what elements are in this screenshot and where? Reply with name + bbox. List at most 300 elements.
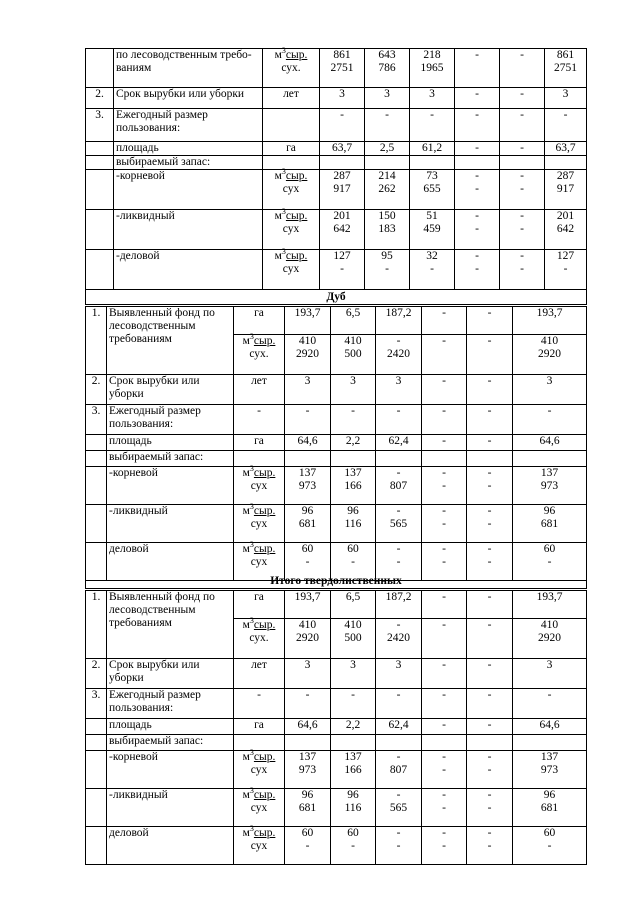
- table-value: -: [520, 263, 524, 275]
- value-cell: [455, 142, 500, 156]
- value-cell: -: [422, 435, 467, 451]
- table-value: 60: [543, 543, 556, 555]
- row-unit: лет: [234, 375, 285, 405]
- table-value: -: [520, 183, 524, 195]
- value-cell: 62,4: [376, 719, 422, 735]
- table-value: 410: [298, 335, 317, 347]
- row-unit: $м^3сыр$. сух: [234, 827, 285, 865]
- table-value: 127: [556, 250, 575, 262]
- value-cell: [410, 156, 455, 170]
- table-cell: [86, 719, 107, 735]
- table-value: -: [396, 789, 401, 801]
- table-value: -: [442, 480, 446, 492]
- table-value: 73: [426, 170, 438, 182]
- table-row: [86, 307, 587, 335]
- table-value: 137: [344, 751, 362, 763]
- table-value: 60: [347, 543, 359, 555]
- value-cell: [331, 619, 376, 659]
- value-cell: [455, 109, 500, 142]
- table-cell: [422, 735, 467, 751]
- table-value: 166: [344, 764, 362, 776]
- value-cell: [513, 751, 587, 789]
- table-value: -: [442, 505, 446, 517]
- table-value: 642: [556, 223, 575, 235]
- value-cell: 62,4: [376, 435, 422, 451]
- table-value: -: [396, 751, 401, 763]
- value-cell: -: [467, 689, 513, 719]
- table-value: -: [385, 263, 389, 275]
- table-value: -: [487, 467, 492, 479]
- row-unit: $м^3сыр$. сух.: [234, 619, 285, 659]
- table-value: -: [430, 263, 434, 275]
- row-unit: $м^3сыр$. сух.: [234, 335, 285, 375]
- value-cell: [410, 142, 455, 156]
- value-cell: -: [467, 591, 513, 619]
- table-value: 807: [389, 764, 408, 776]
- table-value: 2751: [554, 62, 577, 74]
- table-value: 95: [381, 250, 393, 262]
- table-row: [86, 751, 587, 789]
- table-row: [86, 505, 587, 543]
- table-value: -: [351, 840, 355, 852]
- value-cell: [422, 467, 467, 505]
- value-cell: -: [331, 405, 376, 435]
- table-value: -: [487, 480, 492, 492]
- table-cell: [513, 735, 587, 751]
- value-cell: -: [513, 689, 587, 719]
- table-value: 201: [333, 210, 351, 222]
- unit-m3: $м^3сыр$.: [242, 824, 276, 839]
- value-cell: [331, 467, 376, 505]
- table-row: [86, 109, 587, 142]
- table-value: 214: [378, 170, 396, 182]
- unit-m3: $м^3сыр$.: [242, 616, 276, 631]
- table-value: -: [520, 142, 524, 154]
- table-value: -: [385, 109, 389, 121]
- table-value: 32: [426, 250, 438, 262]
- table-value: 116: [344, 518, 362, 530]
- value-cell: [467, 335, 513, 375]
- value-cell: [513, 467, 587, 505]
- unit-m3: $м^3сыр$.: [242, 464, 276, 479]
- value-cell: -: [376, 689, 422, 719]
- table-value: -: [442, 827, 446, 839]
- table-cell: [234, 451, 285, 467]
- value-cell: [410, 88, 455, 109]
- table-value: 60: [543, 827, 556, 839]
- table-value: -: [475, 183, 479, 195]
- value-cell: 64,6: [513, 435, 587, 451]
- table-value: -: [475, 223, 479, 235]
- table-value: 96: [347, 789, 359, 801]
- row-label: площадь: [107, 719, 234, 735]
- table-value: -: [520, 250, 524, 262]
- table-row: [86, 142, 587, 156]
- value-cell: [467, 467, 513, 505]
- row-unit: $м^3сыр$. сух: [234, 543, 285, 581]
- value-cell: 3: [513, 375, 587, 405]
- value-cell: -: [422, 375, 467, 405]
- table-value: 61,2: [421, 142, 443, 154]
- table-value: -: [442, 335, 446, 347]
- value-cell: 3: [285, 375, 331, 405]
- table-row: [86, 735, 587, 751]
- table-value: -: [442, 518, 446, 530]
- value-cell: 6,5: [331, 307, 376, 335]
- value-cell: -: [467, 435, 513, 451]
- row-number: 3.: [86, 689, 107, 719]
- table-value: -: [396, 505, 401, 517]
- table-value: 51: [426, 210, 438, 222]
- table-value: -: [442, 619, 446, 631]
- row-label: выбираемый запас:: [107, 451, 234, 467]
- table-value: 183: [378, 223, 396, 235]
- row-label: -деловой: [114, 250, 263, 290]
- value-cell: -: [422, 307, 467, 335]
- table-value: 2920: [538, 348, 561, 360]
- value-cell: [376, 335, 422, 375]
- table-value: -: [305, 556, 310, 568]
- table-value: -: [442, 556, 446, 568]
- value-cell: -: [234, 689, 285, 719]
- value-cell: [422, 505, 467, 543]
- row-unit: лет: [263, 88, 320, 109]
- unit-m3: $м^3сыр$.: [242, 748, 276, 763]
- table-cell: [467, 451, 513, 467]
- row-number: 2.: [86, 88, 114, 109]
- value-cell: 193,7: [513, 591, 587, 619]
- table-value: 60: [301, 543, 314, 555]
- value-cell: 3: [331, 659, 376, 689]
- row-unit: га: [234, 307, 285, 335]
- row-label: Ежегодный размер пользования:: [114, 109, 263, 142]
- table-value: -: [487, 518, 492, 530]
- table-value: 807: [389, 480, 408, 492]
- table-value: 63,7: [331, 142, 353, 154]
- table-value: 681: [540, 518, 559, 530]
- value-cell: [500, 210, 545, 250]
- row-number: [86, 210, 114, 250]
- table-value: -: [442, 751, 446, 763]
- value-cell: -: [467, 659, 513, 689]
- row-unit: $м^3сыр$. сух: [234, 505, 285, 543]
- value-cell: [376, 505, 422, 543]
- value-cell: [320, 156, 365, 170]
- row-number: [86, 156, 114, 170]
- row-number: [86, 250, 114, 290]
- table-row: [86, 659, 587, 689]
- table-row: [86, 719, 587, 735]
- unit-m3: $м^3сыр$.: [242, 540, 276, 555]
- table-value: -: [396, 619, 401, 631]
- table-value: 137: [540, 467, 559, 479]
- table-row: [86, 156, 587, 170]
- value-cell: [285, 467, 331, 505]
- table-value: -: [520, 109, 524, 121]
- table-cell: [376, 451, 422, 467]
- row-number: 2.: [86, 375, 107, 405]
- table-cell: [86, 451, 107, 467]
- table-value: -: [340, 109, 344, 121]
- value-cell: [331, 827, 376, 865]
- value-cell: [365, 88, 410, 109]
- table-value: 410: [540, 335, 559, 347]
- table-value: 2420: [387, 348, 410, 360]
- value-cell: -: [513, 405, 587, 435]
- value-cell: [320, 210, 365, 250]
- value-cell: [513, 827, 587, 865]
- value-cell: [545, 109, 587, 142]
- row-label: площадь: [114, 142, 263, 156]
- row-label: площадь: [107, 435, 234, 451]
- value-cell: -: [467, 375, 513, 405]
- table-value: -: [475, 109, 479, 121]
- table-value: 287: [556, 170, 575, 182]
- table-value: -: [487, 556, 492, 568]
- value-cell: [410, 250, 455, 290]
- value-cell: 2,2: [331, 435, 376, 451]
- row-unit: $м^3сыр$. сух: [234, 751, 285, 789]
- table-value: -: [475, 170, 479, 182]
- table-value: 861: [556, 49, 575, 61]
- table-cell: [86, 435, 107, 451]
- value-cell: [422, 335, 467, 375]
- table-value: 137: [298, 751, 317, 763]
- table-cell: [86, 467, 107, 505]
- value-cell: [365, 142, 410, 156]
- table-value: 96: [301, 789, 314, 801]
- value-cell: -: [467, 719, 513, 735]
- row-label: деловой: [107, 543, 234, 581]
- table-value: 2751: [330, 62, 354, 74]
- row-label: -ликвидный: [107, 789, 234, 827]
- value-cell: 64,6: [285, 435, 331, 451]
- table-cell: [331, 451, 376, 467]
- value-cell: [365, 49, 410, 88]
- table-row: [86, 405, 587, 435]
- table-cell: [285, 735, 331, 751]
- row-number: 1.: [86, 591, 107, 659]
- table-value: -: [487, 335, 492, 347]
- row-label: выбираемый запас:: [114, 156, 263, 170]
- table-value: 63,7: [555, 142, 576, 154]
- table-value: 3: [339, 88, 345, 100]
- table-row: [86, 435, 587, 451]
- value-cell: [422, 789, 467, 827]
- table-value: -: [487, 751, 492, 763]
- table-cell: [422, 451, 467, 467]
- table-cell: [86, 789, 107, 827]
- table-value: -: [487, 543, 492, 555]
- value-cell: [500, 250, 545, 290]
- value-cell: [376, 751, 422, 789]
- value-cell: [365, 210, 410, 250]
- table-value: 973: [298, 764, 317, 776]
- value-cell: [513, 619, 587, 659]
- table-value: 2920: [296, 632, 319, 644]
- section-table: [85, 590, 587, 865]
- table-value: 642: [333, 223, 351, 235]
- value-cell: 2,2: [331, 719, 376, 735]
- table-cell: [467, 735, 513, 751]
- value-cell: [545, 88, 587, 109]
- table-cell: [86, 827, 107, 865]
- table-value: -: [396, 556, 401, 568]
- value-cell: [455, 49, 500, 88]
- table-value: 681: [298, 518, 317, 530]
- value-cell: [331, 505, 376, 543]
- table-value: -: [396, 335, 401, 347]
- value-cell: [545, 170, 587, 210]
- value-cell: 193,7: [285, 307, 331, 335]
- table-value: 60: [347, 827, 359, 839]
- value-cell: [331, 789, 376, 827]
- value-cell: [365, 109, 410, 142]
- unit-m3: $м^3сыр$.: [274, 207, 308, 222]
- row-label: Ежегодный размер пользования:: [107, 689, 234, 719]
- unit-m3: $м^3сыр$.: [242, 332, 276, 347]
- value-cell: [285, 789, 331, 827]
- value-cell: [320, 49, 365, 88]
- value-cell: [410, 49, 455, 88]
- table-value: -: [520, 49, 524, 61]
- table-value: -: [487, 802, 492, 814]
- table-value: 137: [540, 751, 559, 763]
- value-cell: [320, 170, 365, 210]
- table-value: 973: [540, 480, 559, 492]
- value-cell: [467, 789, 513, 827]
- table-value: 410: [344, 335, 362, 347]
- row-unit: $м^3сыр$. сух: [263, 250, 320, 290]
- value-cell: [376, 789, 422, 827]
- table-value: 643: [378, 49, 396, 61]
- table-value: -: [475, 250, 479, 262]
- value-cell: 64,6: [285, 719, 331, 735]
- table-value: 786: [378, 62, 396, 74]
- value-cell: [500, 109, 545, 142]
- value-cell: [545, 142, 587, 156]
- table-value: 861: [333, 49, 351, 61]
- table-row: [86, 467, 587, 505]
- value-cell: -: [285, 405, 331, 435]
- value-cell: [455, 250, 500, 290]
- table-value: -: [442, 789, 446, 801]
- value-cell: [545, 49, 587, 88]
- table-value: 137: [298, 467, 317, 479]
- row-label: деловой: [107, 827, 234, 865]
- table-value: 410: [344, 619, 362, 631]
- table-value: -: [487, 764, 492, 776]
- value-cell: [331, 335, 376, 375]
- value-cell: [455, 88, 500, 109]
- row-unit: $м^3сыр$. сух: [263, 210, 320, 250]
- value-cell: [365, 170, 410, 210]
- value-cell: [320, 142, 365, 156]
- value-cell: [467, 751, 513, 789]
- table-value: 2420: [387, 632, 410, 644]
- row-label: -ликвидный: [107, 505, 234, 543]
- table-value: -: [520, 88, 524, 100]
- table-row: [86, 375, 587, 405]
- table-value: -: [396, 543, 401, 555]
- value-cell: -: [234, 405, 285, 435]
- table-value: 60: [301, 827, 314, 839]
- value-cell: [285, 619, 331, 659]
- row-unit: га: [234, 591, 285, 619]
- table-value: 459: [423, 223, 441, 235]
- value-cell: [467, 827, 513, 865]
- table-row: [86, 49, 587, 88]
- value-cell: [365, 250, 410, 290]
- table-value: -: [442, 764, 446, 776]
- table-value: 565: [389, 802, 408, 814]
- value-cell: -: [467, 405, 513, 435]
- table-value: 96: [301, 505, 314, 517]
- table-value: 1965: [420, 62, 444, 74]
- table-row: [86, 88, 587, 109]
- table-row: [86, 250, 587, 290]
- value-cell: [500, 49, 545, 88]
- table-value: 655: [423, 183, 441, 195]
- table-value: 2920: [538, 632, 561, 644]
- value-cell: [285, 751, 331, 789]
- table-value: -: [563, 263, 568, 275]
- value-cell: 193,7: [285, 591, 331, 619]
- value-cell: [467, 505, 513, 543]
- row-number: 2.: [86, 659, 107, 689]
- table-value: 127: [333, 250, 351, 262]
- value-cell: [285, 505, 331, 543]
- value-cell: [376, 467, 422, 505]
- table-value: 218: [423, 49, 441, 61]
- table-cell: [331, 735, 376, 751]
- row-unit: [263, 156, 320, 170]
- table-value: 116: [344, 802, 362, 814]
- table-value: -: [563, 109, 568, 121]
- value-cell: [410, 210, 455, 250]
- table-value: -: [442, 802, 446, 814]
- value-cell: [331, 751, 376, 789]
- row-number: [86, 49, 114, 88]
- row-label: Выявленный фонд по лесоводственным требованиям: [107, 591, 234, 659]
- row-number: 3.: [86, 405, 107, 435]
- value-cell: [410, 109, 455, 142]
- table-cell: [234, 735, 285, 751]
- table-value: 3: [429, 88, 435, 100]
- row-unit: $м^3сыр$. сух.: [263, 49, 320, 88]
- value-cell: 6,5: [331, 591, 376, 619]
- value-cell: [513, 335, 587, 375]
- table-value: -: [442, 467, 446, 479]
- value-cell: [500, 142, 545, 156]
- table-value: 166: [344, 480, 362, 492]
- row-label: Ежегодный размер пользования:: [107, 405, 234, 435]
- table-value: 681: [298, 802, 317, 814]
- table-value: -: [475, 142, 479, 154]
- value-cell: -: [422, 591, 467, 619]
- table-value: -: [547, 840, 552, 852]
- table-value: -: [520, 170, 524, 182]
- table-value: -: [340, 263, 344, 275]
- value-cell: [467, 619, 513, 659]
- row-label: -ликвидный: [114, 210, 263, 250]
- value-cell: 193,7: [513, 307, 587, 335]
- top-table: [85, 48, 587, 290]
- row-label: -корневой: [107, 467, 234, 505]
- value-cell: [320, 88, 365, 109]
- value-cell: 187,2: [376, 307, 422, 335]
- table-row: [86, 210, 587, 250]
